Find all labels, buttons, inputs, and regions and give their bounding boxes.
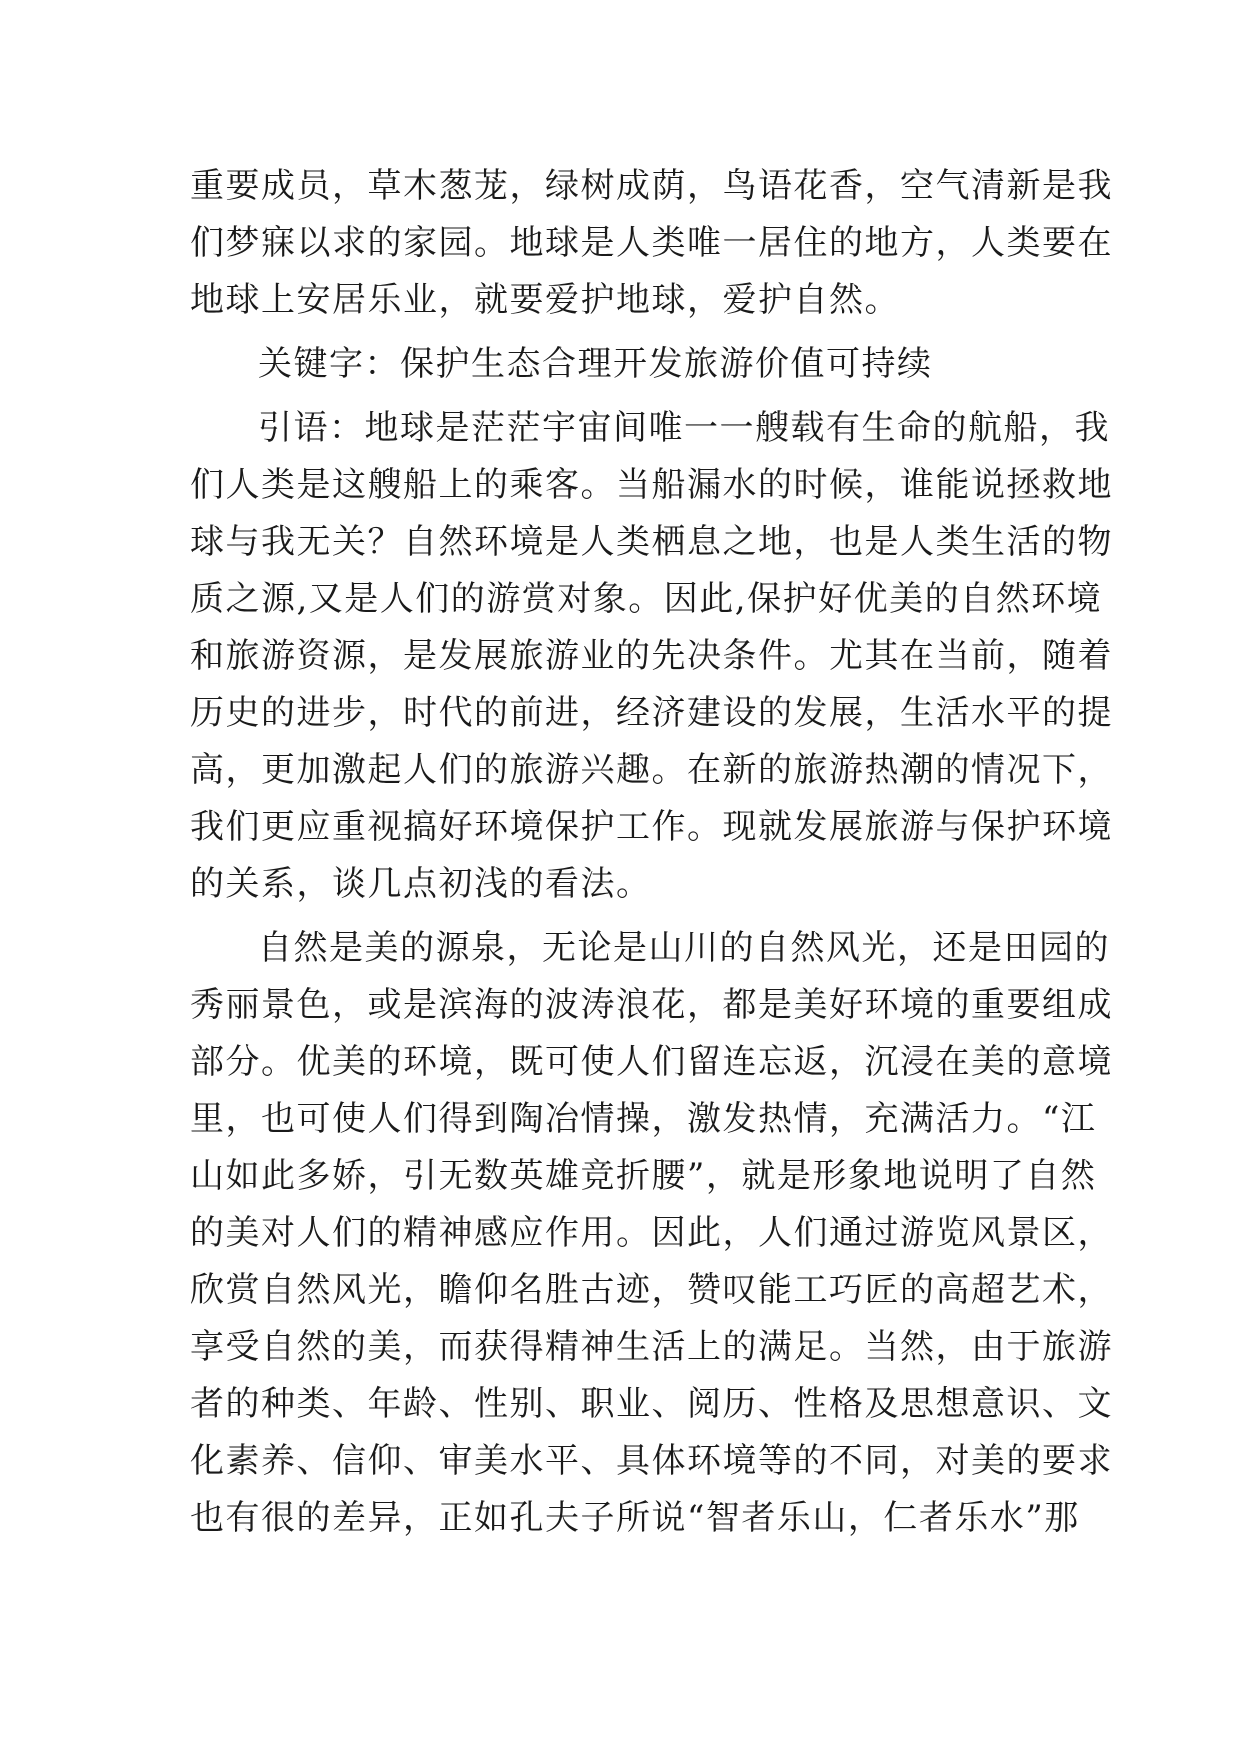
text-line: 地球上安居乐业，就要爱护地球，爱护自然。 bbox=[190, 280, 900, 320]
text-line: 们人类是这艘船上的乘客。当船漏水的时候，谁能说拯救地 bbox=[190, 465, 1113, 505]
text-line: 球与我无关？自然环境是人类栖息之地，也是人类生活的物 bbox=[190, 522, 1113, 562]
keywords-line: 关键字：保护生态合理开发旅游价值可持续 bbox=[258, 344, 933, 384]
text-line: 自然是美的源泉，无论是山川的自然风光，还是田园的 bbox=[258, 928, 1110, 968]
text-line: 山如此多娇，引无数英雄竞折腰”，就是形象地说明了自然 bbox=[190, 1156, 1097, 1196]
paragraph-gap bbox=[190, 913, 1060, 920]
text-line: 秀丽景色，或是滨海的波涛浪花，都是美好环境的重要组成 bbox=[190, 985, 1113, 1025]
text-line: 我们更应重视搞好环境保护工作。现就发展旅游与保护环境 bbox=[190, 807, 1113, 847]
text-line: 重要成员，草木葱茏，绿树成荫，鸟语花香，空气清新是我 bbox=[190, 166, 1113, 206]
text-line: 化素养、信仰、审美水平、具体环境等的不同，对美的要求 bbox=[190, 1441, 1113, 1481]
paragraph-keywords bbox=[190, 336, 1060, 393]
text-line: 的关系，谈几点初浅的看法。 bbox=[190, 864, 652, 904]
text-line: 高，更加激起人们的旅游兴趣。在新的旅游热潮的情况下， bbox=[190, 750, 1113, 790]
text-line: 也有很的差异，正如孔夫子所说“智者乐山，仁者乐水”那 bbox=[190, 1498, 1080, 1538]
paragraph-preface bbox=[190, 400, 1113, 913]
paragraph-intro bbox=[190, 158, 1113, 329]
text-line: 和旅游资源，是发展旅游业的先决条件。尤其在当前，随着 bbox=[190, 636, 1113, 676]
text-line: 里，也可使人们得到陶冶情操，激发热情，充满活力。“江 bbox=[190, 1099, 1097, 1139]
paragraph-gap bbox=[190, 329, 1060, 336]
text-line: 们梦寐以求的家园。地球是人类唯一居住的地方，人类要在 bbox=[190, 223, 1113, 263]
text-line: 的美对人们的精神感应作用。因此，人们通过游览风景区， bbox=[190, 1213, 1113, 1253]
text-line: 引语：地球是茫茫宇宙间唯一一艘载有生命的航船，我 bbox=[258, 408, 1110, 448]
paragraph-nature-beauty bbox=[190, 920, 1113, 1547]
document-body bbox=[190, 158, 1113, 1547]
paragraph-gap bbox=[190, 393, 1060, 400]
text-line: 历史的进步，时代的前进，经济建设的发展，生活水平的提 bbox=[190, 693, 1113, 733]
text-line: 享受自然的美，而获得精神生活上的满足。当然，由于旅游 bbox=[190, 1327, 1113, 1367]
text-line: 者的种类、年龄、性别、职业、阅历、性格及思想意识、文 bbox=[190, 1384, 1113, 1424]
text-line: 质之源,又是人们的游赏对象。因此,保护好优美的自然环境 bbox=[190, 579, 1103, 619]
text-line: 欣赏自然风光，瞻仰名胜古迹，赞叹能工巧匠的高超艺术， bbox=[190, 1270, 1113, 1310]
text-line: 部分。优美的环境，既可使人们留连忘返，沉浸在美的意境 bbox=[190, 1042, 1113, 1082]
